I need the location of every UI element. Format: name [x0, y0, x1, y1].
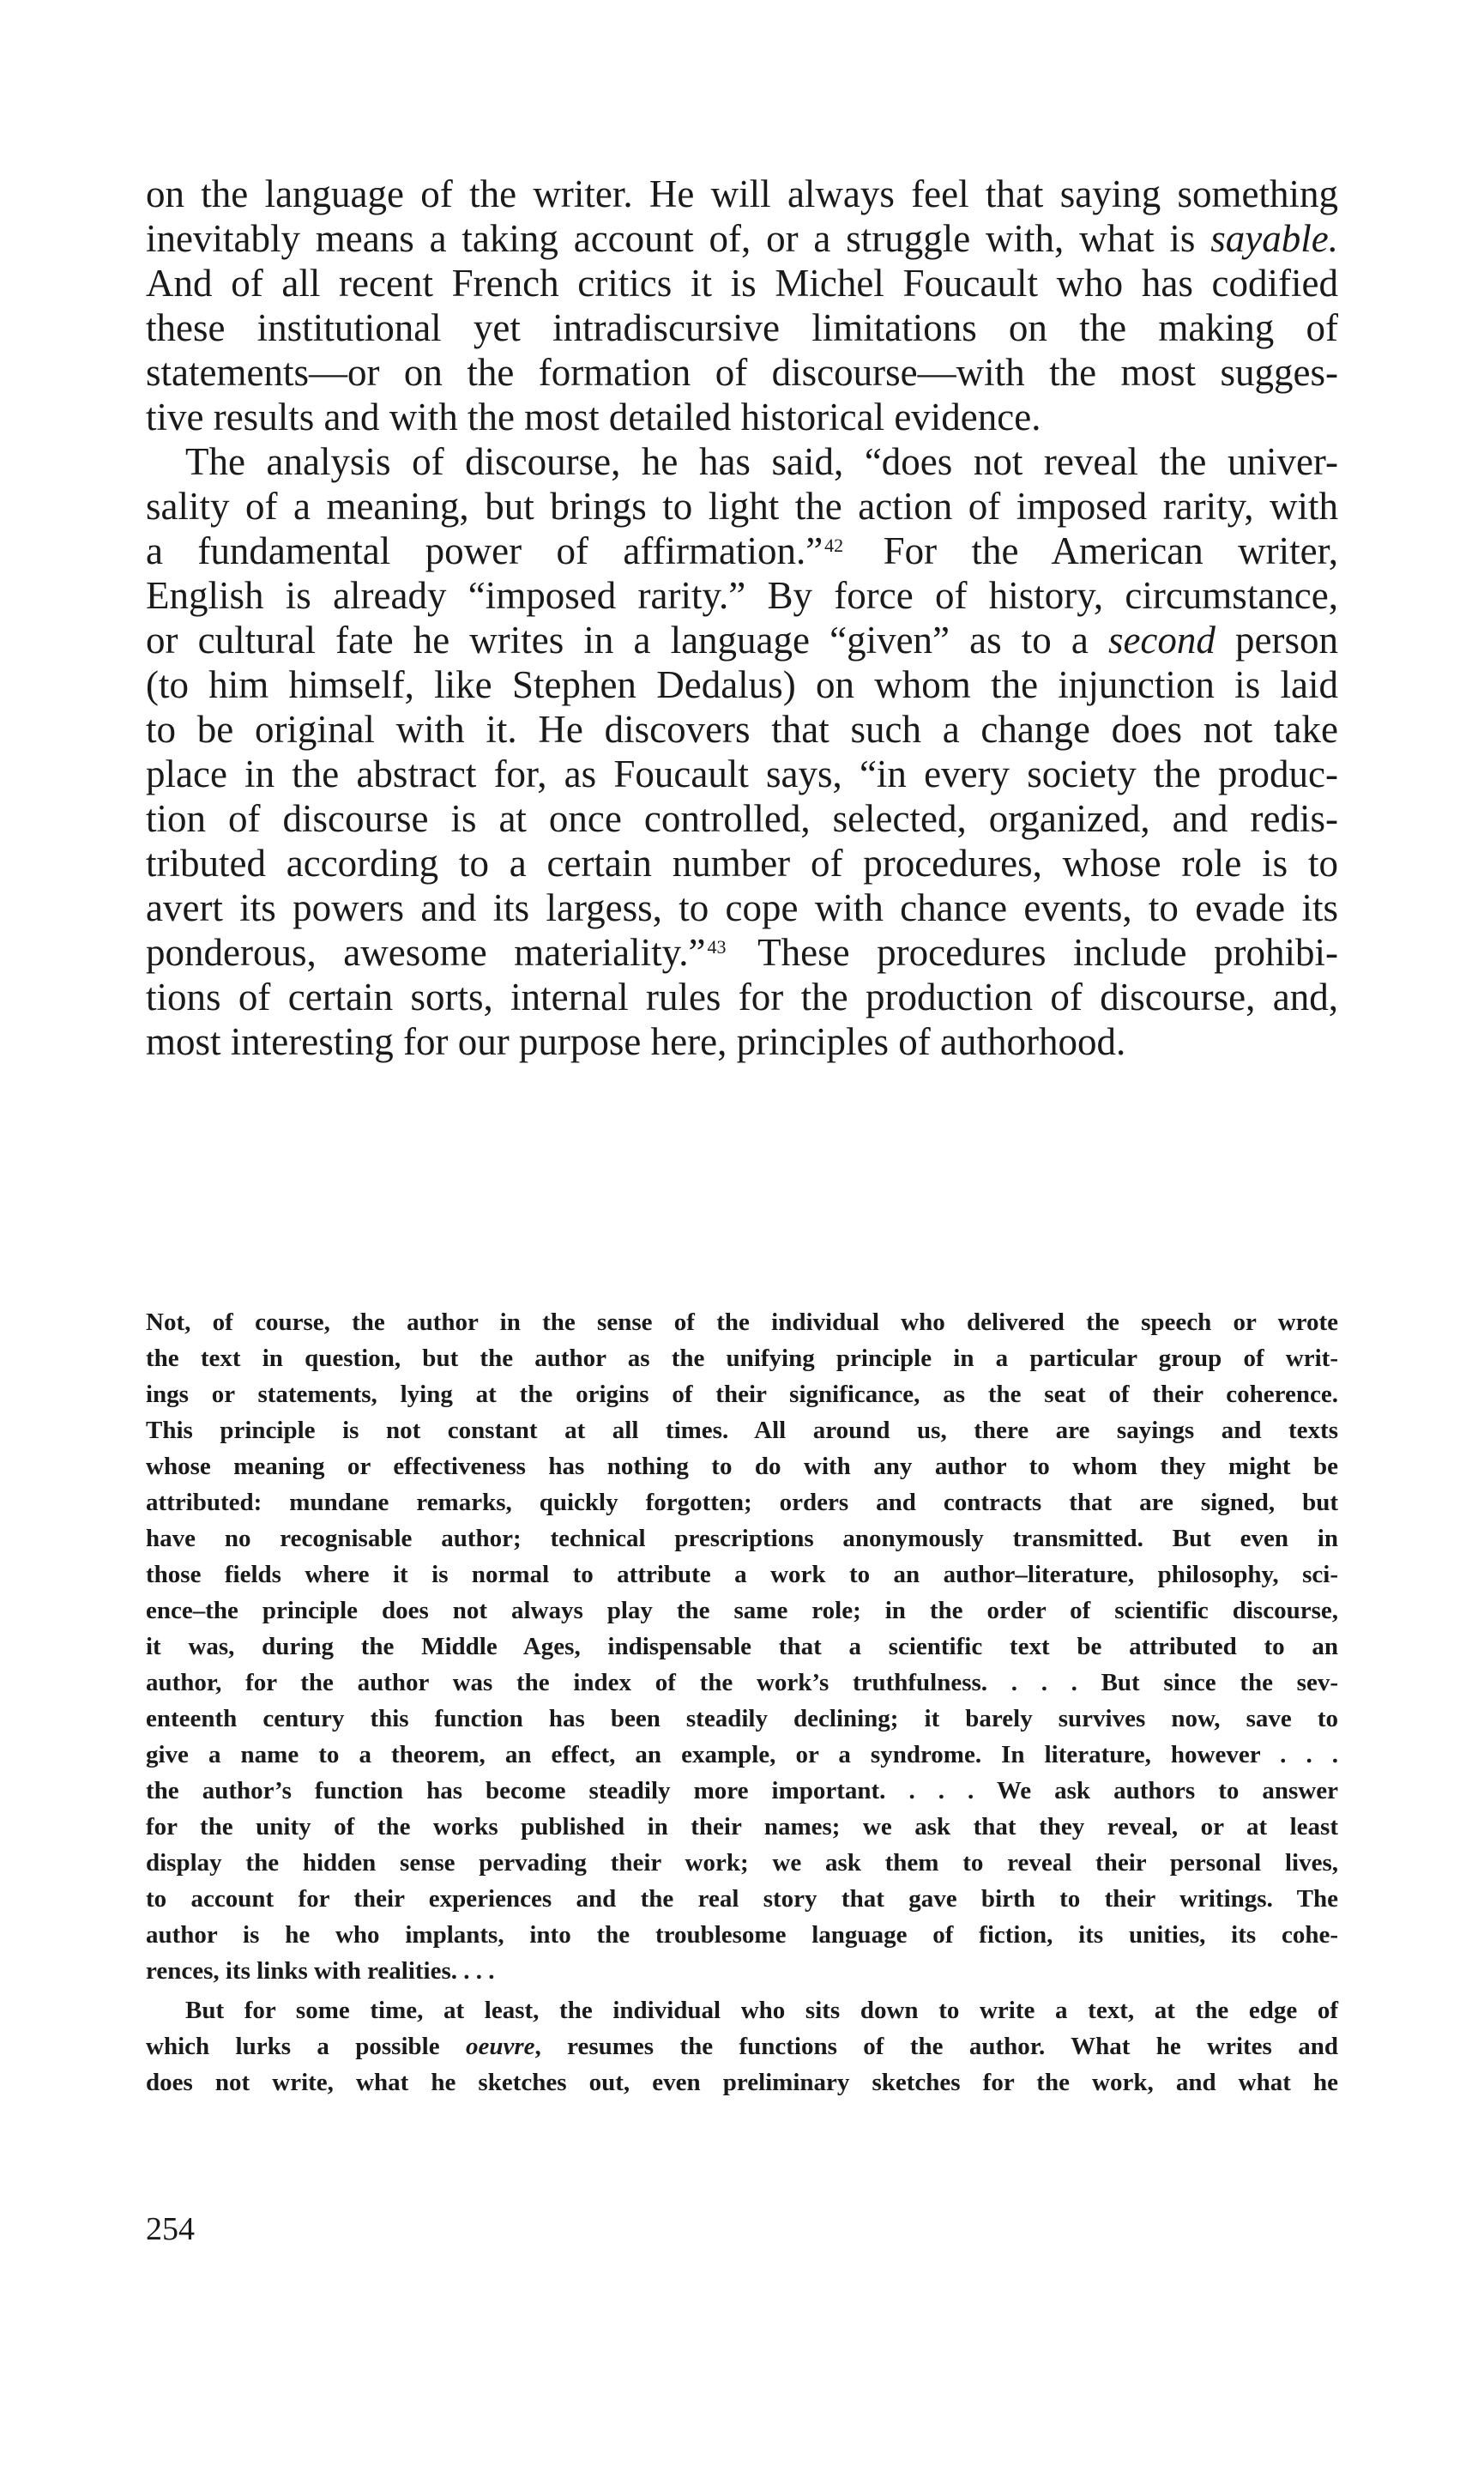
- quote-line: give a name to a theorem, an effect, an example, or a syndrome. In literature, however . . .: [146, 1741, 1338, 1768]
- emphasis-oeuvre: oeuvre: [465, 2033, 535, 2060]
- quote-line: to account for their experiences and the real story that gave birth to their writings. The: [146, 1885, 1338, 1913]
- quote-paragraph-1: [146, 1304, 1338, 1989]
- quote-line: display the hidden sense pervading their work; we ask them to reveal their personal lives,: [146, 1849, 1338, 1877]
- text-line: And of all recent French critics it is Michel Foucault who has codified: [146, 262, 1338, 305]
- emphasis-second: second: [1107, 619, 1216, 662]
- text-line: sality of a meaning, but brings to light the action of imposed rarity, with: [146, 485, 1338, 528]
- quote-line: This principle is not constant at all times. All around us, there are sayings and texts: [146, 1417, 1338, 1444]
- quote-line: But for some time, at least, the individual who sits down to write a text, at the edge of: [185, 1997, 1338, 2024]
- main-text: [146, 172, 1338, 1064]
- quote-line: author is he who implants, into the troublesome language of fiction, its unities, its cohe-: [146, 1921, 1338, 1949]
- quote-line: those fields where it is normal to attribute a work to an author–literature, philosophy, sci-: [146, 1561, 1338, 1588]
- text-line: place in the abstract for, as Foucault says, “in every society the produc-: [146, 752, 1338, 795]
- quote-line: ence–the principle does not always play the same role; in the order of scientific discourse,: [146, 1597, 1338, 1624]
- quote-line: enteenth century this function has been steadily declining; it barely survives now, save to: [146, 1705, 1338, 1732]
- text-line: English is already “imposed rarity.” By force of history, circumstance,: [146, 574, 1338, 617]
- quote-line: the author’s function has become steadily more important. . . . We ask authors to answer: [146, 1777, 1338, 1804]
- text-line: tive results and with the most detailed historical evidence.: [146, 396, 1041, 438]
- quote-line: which lurks a possible oeuvre, resumes the functions of the author. What he writes and: [146, 2033, 1338, 2060]
- text-line: inevitably means a taking account of, or a struggle with, what is sayable.: [146, 217, 1338, 260]
- quote-line: ings or statements, lying at the origins of their significance, as the seat of their coherence.: [146, 1381, 1338, 1408]
- block-quote: [146, 1304, 1338, 2100]
- emphasis-sayable: sayable.: [1210, 217, 1338, 260]
- quote-line: have no recognisable author; technical prescriptions anonymously transmitted. But even in: [146, 1525, 1338, 1552]
- quote-paragraph-2: [146, 1992, 1338, 2100]
- text-line: avert its powers and its largess, to cope with chance events, to evade its: [146, 886, 1338, 929]
- quote-line: Not, of course, the author in the sense of the individual who delivered the speech or wrote: [146, 1309, 1338, 1336]
- footnote-ref-42: 42: [824, 535, 844, 556]
- text-line: The analysis of discourse, he has said, “does not reveal the univer-: [185, 440, 1338, 483]
- quote-line: the text in question, but the author as the unifying principle in a particular group of writ-: [146, 1345, 1338, 1372]
- text-line: tions of certain sorts, internal rules for the production of discourse, and,: [146, 976, 1338, 1018]
- quote-line: author, for the author was the index of the work’s truthfulness. . . . But since the sev-: [146, 1669, 1338, 1696]
- text-line: these institutional yet intradiscursive limitations on the making of: [146, 306, 1338, 349]
- quote-line: attributed: mundane remarks, quickly forgotten; orders and contracts that are signed, but: [146, 1489, 1338, 1516]
- text-line: tributed according to a certain number of procedures, whose role is to: [146, 842, 1338, 885]
- text-line: a fundamental power of affirmation.”$^{42}$ For the American writer,: [146, 529, 1339, 572]
- text-line: (to him himself, like Stephen Dedalus) on whom the injunction is laid: [146, 663, 1338, 706]
- page-number: 254: [146, 2211, 195, 2247]
- quote-line: whose meaning or effectiveness has nothing to do with any author to whom they might be: [146, 1453, 1338, 1480]
- paragraph-2: [146, 439, 1338, 1064]
- footnote-ref-43: 43: [707, 936, 727, 958]
- quote-line: does not write, what he sketches out, even preliminary sketches for the work, and what he: [146, 2069, 1338, 2096]
- quote-line: for the unity of the works published in their names; we ask that they reveal, or at least: [146, 1813, 1338, 1840]
- paragraph-1: [146, 172, 1338, 439]
- text-line: to be original with it. He discovers that such a change does not take: [146, 708, 1338, 751]
- text-line: or cultural fate he writes in a language “given” as to a second person: [146, 619, 1338, 662]
- text-line: on the language of the writer. He will always feel that saying something: [146, 172, 1338, 215]
- body-text: [146, 172, 1338, 1064]
- quote-line: it was, during the Middle Ages, indispensable that a scientific text be attributed to an: [146, 1633, 1338, 1660]
- text-line: most interesting for our purpose here, principles of authorhood.: [146, 1020, 1126, 1063]
- quote-line: rences, its links with realities. . . .: [146, 1957, 495, 1985]
- text-line: statements—or on the formation of discourse—with the most sugges-: [146, 351, 1338, 394]
- text-line: tion of discourse is at once controlled, selected, organized, and redis-: [146, 797, 1338, 840]
- text-line: ponderous, awesome materiality.”$^{43}$ These procedures include prohibi-: [146, 931, 1339, 974]
